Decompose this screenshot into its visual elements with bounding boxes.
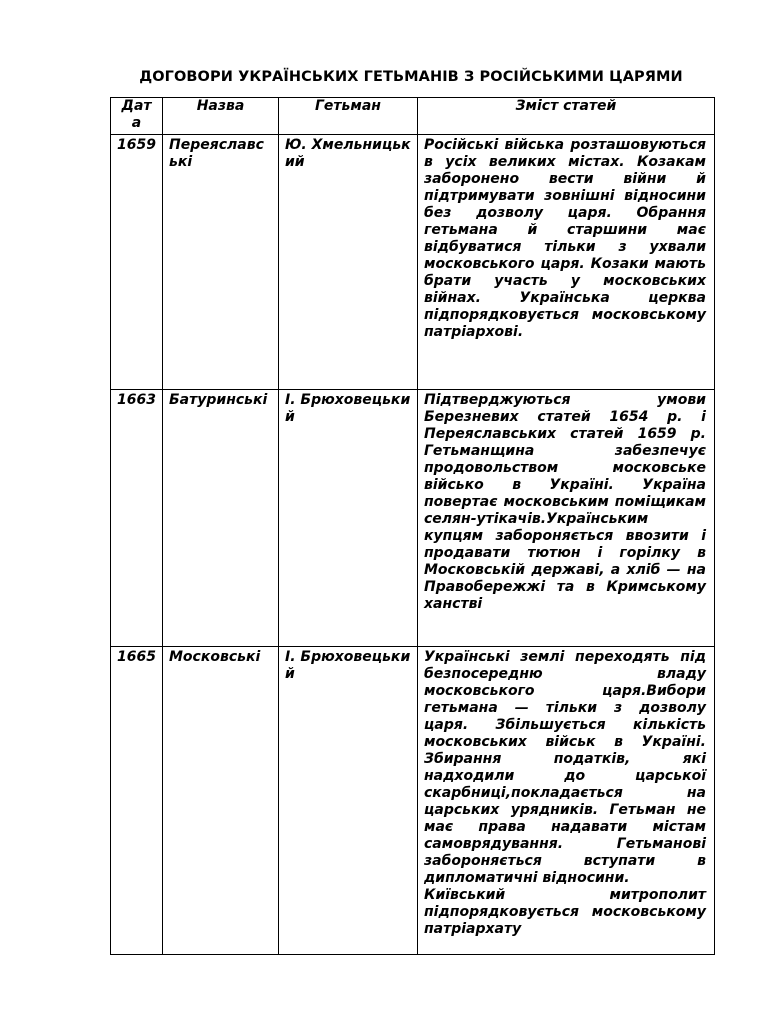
header-content: Зміст статей xyxy=(418,98,715,135)
treaties-table-container xyxy=(110,97,714,951)
cell-content xyxy=(418,647,715,955)
table-row xyxy=(111,390,715,647)
table-header-row xyxy=(111,98,715,135)
content-paragraph: Київський митрополит підпорядковується московському патріархату xyxy=(424,887,706,937)
cell-date: 1665 xyxy=(111,647,163,955)
cell-content xyxy=(418,390,715,647)
cell-name: Батуринські xyxy=(163,390,279,647)
cell-name: Московські xyxy=(163,647,279,955)
cell-date: 1659 xyxy=(111,135,163,390)
content-paragraph: Українські землі переходять під безпосередню владу московського царя.Вибори гетьмана — тільки з дозволу царя. Збільшується кількість московських військ в Україні. Збирання податків, які надходили до царської скарбниці,покладається на царських урядників. Гетьман не має права надавати містам самоврядування. Гетьманові забороняється вступати в дипломатичні відносини. xyxy=(424,649,706,886)
header-date: Дата xyxy=(111,98,163,135)
treaties-table xyxy=(110,97,715,955)
cell-hetman: І. Брюховецький xyxy=(279,390,418,647)
table-row xyxy=(111,135,715,390)
cell-hetman: Ю. Хмельницький xyxy=(279,135,418,390)
cell-date: 1663 xyxy=(111,390,163,647)
table-row xyxy=(111,647,715,955)
content-paragraph: Російські війська розташовуються в усіх великих містах. Козакам заборонено вести війни й підтримувати зовнішні відносини без дозволу царя. Обрання гетьмана й старшини має відбуватися тільки з ухвали московського царя. Козаки мають брати участь у московських війнах. Українська церква підпорядковується московському патріархові. xyxy=(424,137,706,340)
cell-hetman: І. Брюховецький xyxy=(279,647,418,955)
header-name: Назва xyxy=(163,98,279,135)
content-paragraph: Підтверджуються умови Березневих статей 1654 р. і Переяславських статей 1659 р. Гетьманщина забезпечує продовольством московське військо в Україні. Україна повертає московським поміщикам селян-утікачів.Українським купцям забороняється ввозити і продавати тютюн і горілку в Московській державі, а хліб — на Правобережжі та в Кримському ханстві xyxy=(424,392,706,612)
header-hetman: Гетьман xyxy=(279,98,418,135)
cell-name: Переяславські xyxy=(163,135,279,390)
cell-content xyxy=(418,135,715,390)
document-title: ДОГОВОРИ УКРАЇНСЬКИХ ГЕТЬМАНІВ З РОСІЙСЬКИМИ ЦАРЯМИ xyxy=(139,69,683,85)
